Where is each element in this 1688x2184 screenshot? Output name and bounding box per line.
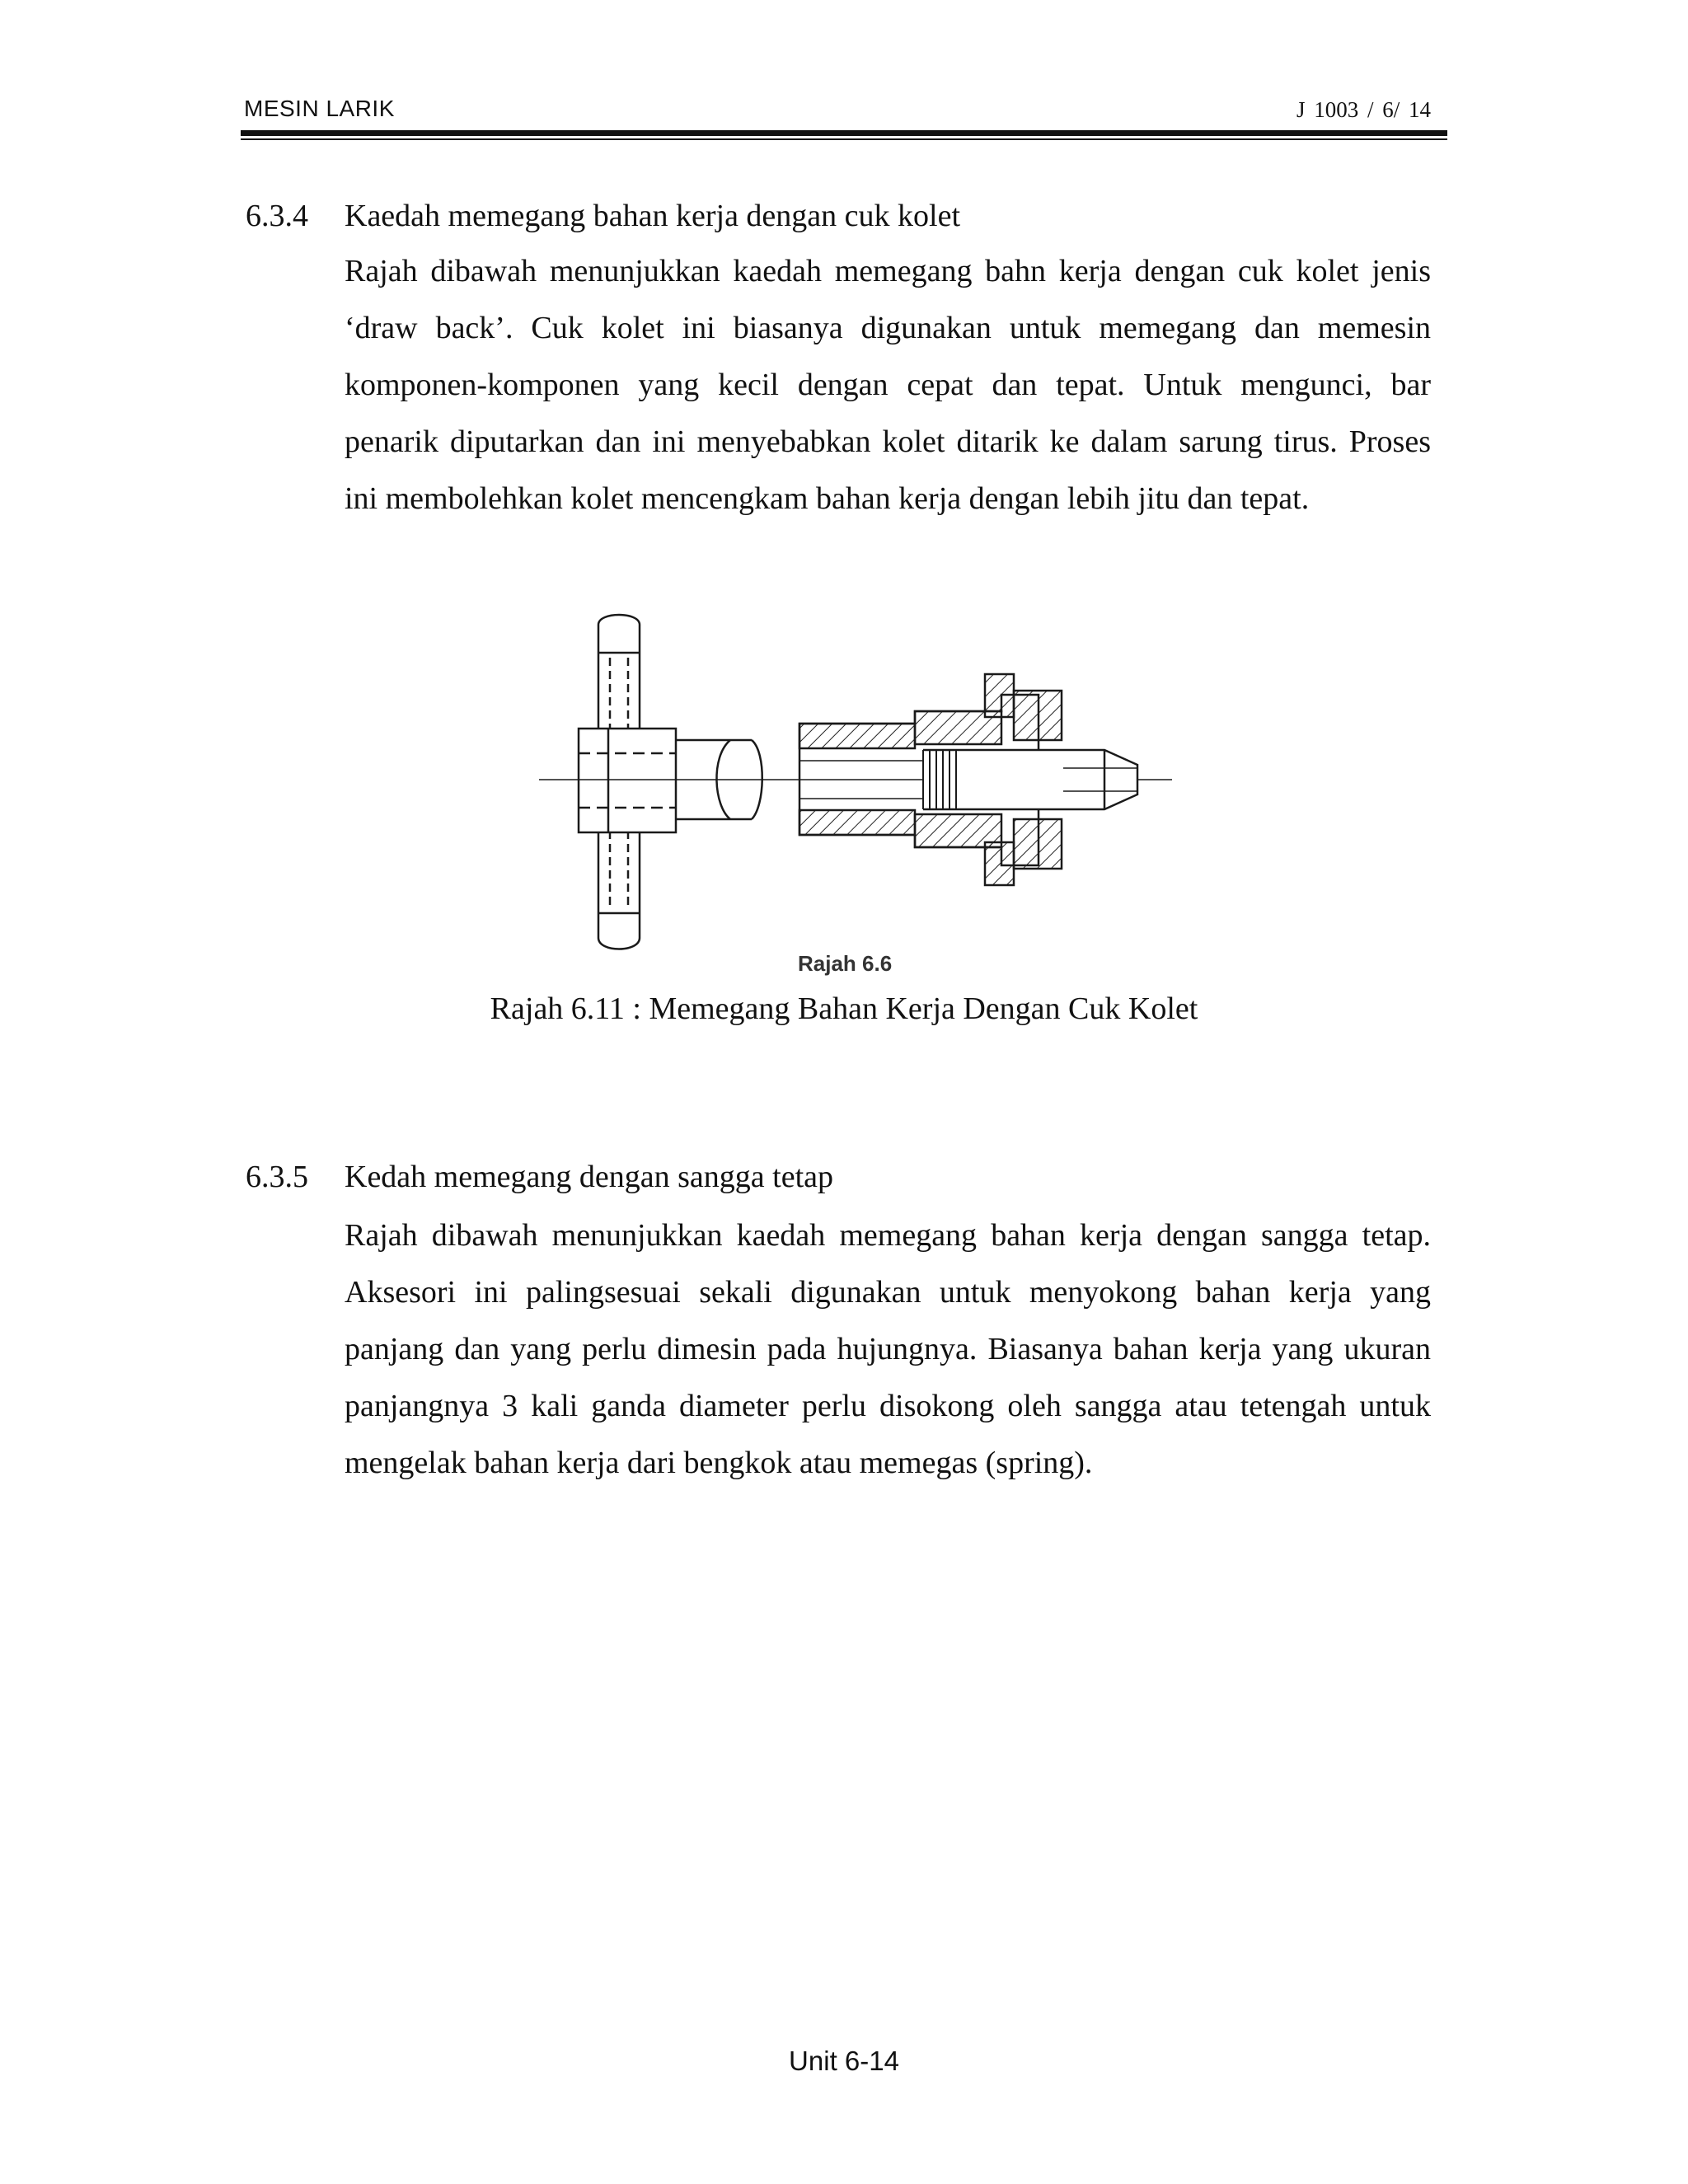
page-footer: Unit 6-14: [789, 2046, 899, 2076]
figure-caption: Rajah 6.11 : Memegang Bahan Kerja Dengan Cuk Kolet: [490, 991, 1198, 1026]
section-number: 6.3.5: [246, 1160, 308, 1194]
handwheel-hub: [579, 729, 676, 832]
header-page-code: J 1003 / 6/ 14: [1296, 97, 1431, 122]
section-title: Kaedah memegang bahan kerja dengan cuk kolet: [345, 199, 961, 233]
figure-inner-label: Rajah 6.6: [798, 951, 893, 976]
collet-chuck-drawing: [528, 608, 1187, 979]
header-rule: [241, 130, 1447, 136]
header-title: MESIN LARIK: [244, 96, 395, 121]
section-title: Kedah memegang dengan sangga tetap: [345, 1160, 833, 1194]
section-paragraph: Rajah dibawah menunjukkan kaedah memegang bahan kerja dengan sangga tetap. Aksesori ini palingsesuai sekali digunakan untuk menyokong bahan kerja yang panjang dan yang perlu dimesin pada hujungnya. Biasanya bahan kerja yang ukuran panjangnya 3 kali ganda diameter perlu disokong oleh sangga atau tetengah untuk mengelak bahan kerja dari bengkok atau memegas (spring).: [345, 1218, 1431, 1480]
collet-sleeve-upper: [1014, 691, 1062, 740]
collet-chuck-figure: [528, 608, 1187, 979]
collet-sleeve-lower: [1014, 819, 1062, 869]
header-rule-thin: [241, 138, 1447, 140]
ring-nut-lower: [985, 842, 1014, 885]
section-paragraph: Rajah dibawah menunjukkan kaedah memegang bahn kerja dengan cuk kolet jenis ‘draw back’. Cuk kolet ini biasanya digunakan untuk memegang dan memesin komponen-komponen yang kecil dengan cepat dan tepat. Untuk mengunci, bar penarik diputarkan dan ini menyebabkan kolet ditarik ke dalam sarung tirus. Proses ini membolehkan kolet mencengkam bahan kerja dengan lebih jitu dan tepat.: [345, 254, 1431, 516]
spindle-upper-wall: [799, 724, 915, 748]
spindle-lower-wall: [799, 810, 915, 835]
section-number: 6.3.4: [246, 199, 308, 233]
ring-nut-upper: [985, 674, 1014, 717]
